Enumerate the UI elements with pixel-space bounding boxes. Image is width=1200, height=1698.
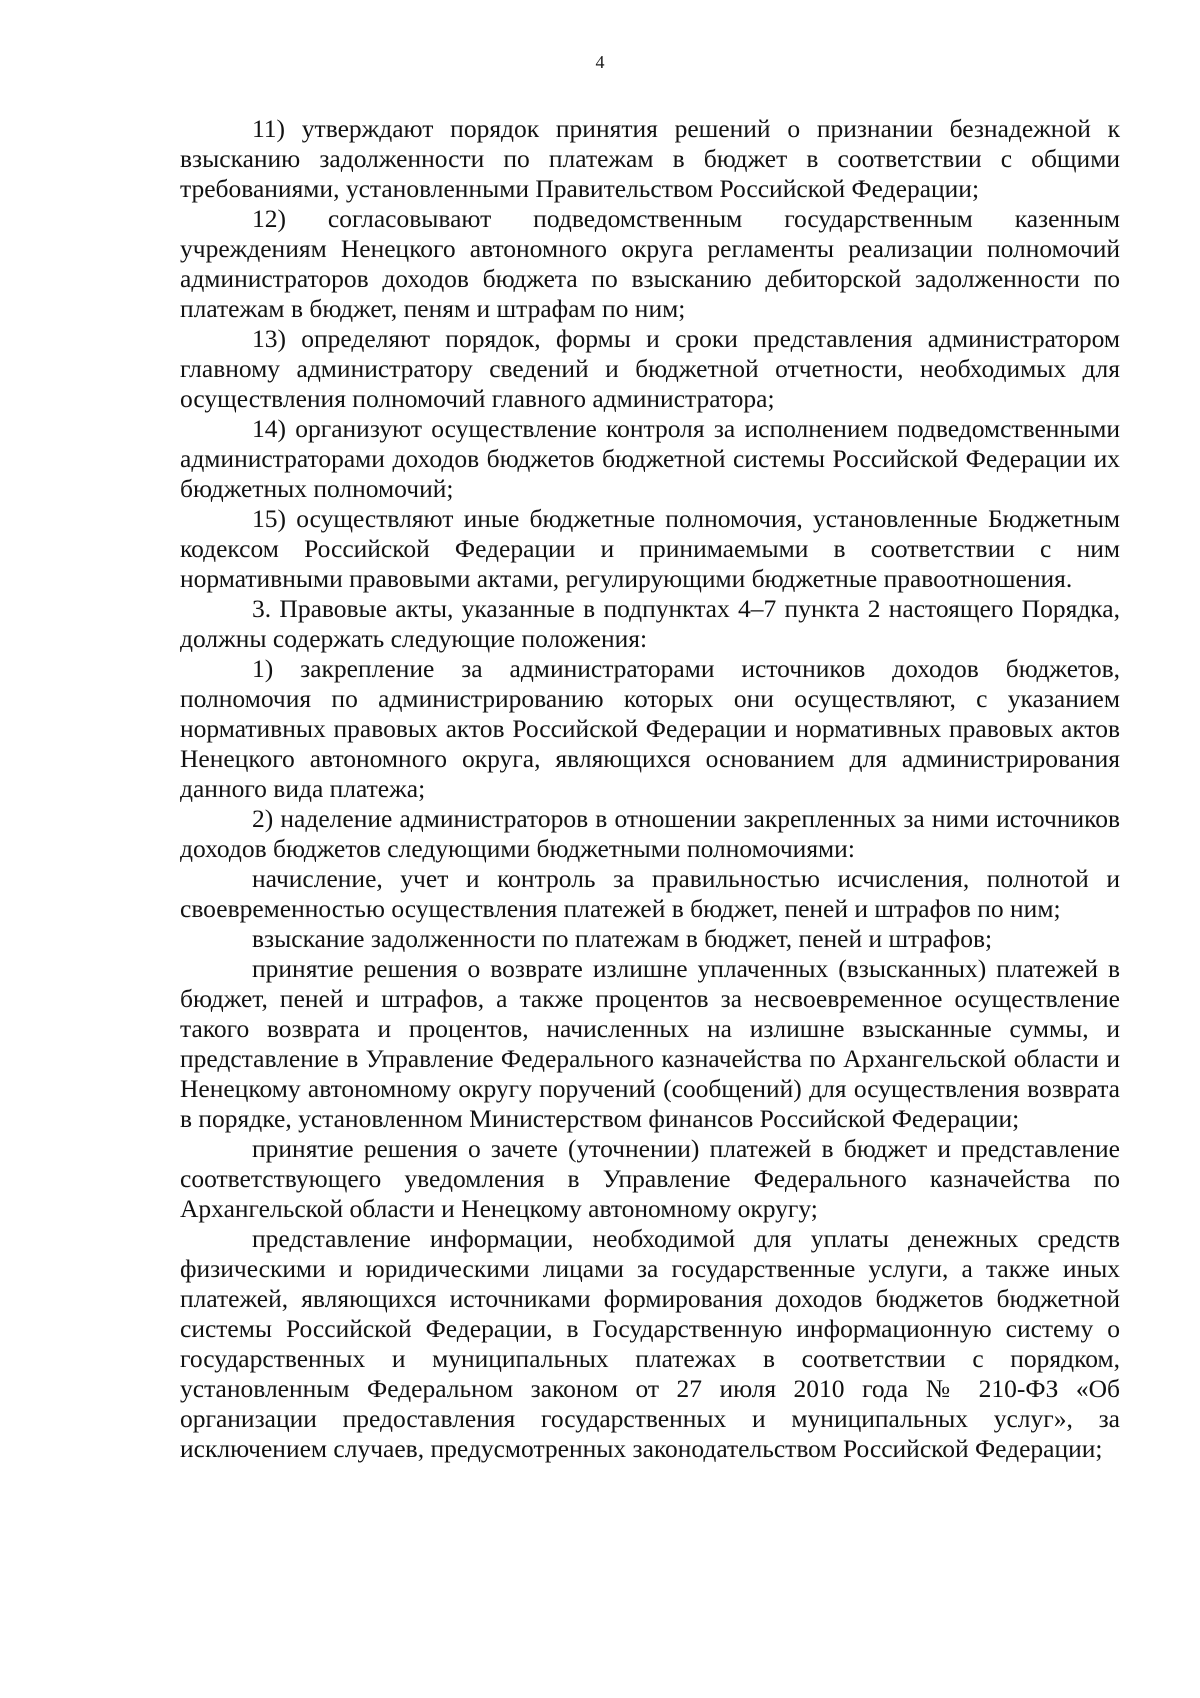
paragraph-item-14: 14) организуют осуществление контроля за исполнением подведомственными администраторами доходов бюджетов бюджетной системы Российской Федерации их бюджетных полномочий; — [180, 414, 1120, 503]
paragraph-item-12: 12) согласовывают подведомственным государственным казенным учреждениям Ненецкого автономного округа регламенты реализации полномочий администраторов доходов бюджета по взысканию дебиторской задолженности по платежам в бюджет, пеням и штрафам по ним; — [180, 204, 1120, 323]
paragraph-item-11: 11) утверждают порядок принятия решений о признании безнадежной к взысканию задолженности по платежам в бюджет в соответствии с общими требованиями, установленными Правительством Российской Федерации; — [180, 114, 1120, 203]
paragraph-subitem-1: 1) закрепление за администраторами источников доходов бюджетов, полномочия по администрированию которых они осуществляют, с указанием нормативных правовых актов Российской Федерации и нормативных правовых актов Ненецкого автономного округа, являющихся основанием для администрирования данного вида платежа; — [180, 654, 1120, 803]
paragraph-subitem-2: 2) наделение администраторов в отношении закрепленных за ними источников доходов бюджетов следующими бюджетными полномочиями: — [180, 804, 1120, 863]
paragraph-item-13: 13) определяют порядок, формы и сроки представления администратором главному администратору сведений и бюджетной отчетности, необходимых для осуществления полномочий главного администратора; — [180, 324, 1120, 413]
paragraph-item-15: 15) осуществляют иные бюджетные полномочия, установленные Бюджетным кодексом Российской Федерации и принимаемыми в соответствии с ним нормативными правовыми актами, регулирующими бюджетные правоотношения. — [180, 504, 1120, 593]
paragraph-offset-decision: принятие решения о зачете (уточнении) платежей в бюджет и представление соответствующего уведомления в Управление Федерального казначейства по Архангельской области и Ненецкому автономному округу; — [180, 1134, 1120, 1223]
paragraph-section-3: 3. Правовые акты, указанные в подпунктах 4–7 пункта 2 настоящего Порядка, должны содержать следующие положения: — [180, 594, 1120, 653]
page-number: 4 — [595, 52, 605, 72]
document-body — [180, 114, 1120, 1464]
paragraph-information-provision: представление информации, необходимой для уплаты денежных средств физическими и юридическими лицами за государственные услуги, а также иных платежей, являющихся источниками формирования доходов бюджетов бюджетной системы Российской Федерации, в Государственную информационную систему о государственных и муниципальных платежах в соответствии с порядком, установленным Федеральном законом от 27 июля 2010 года № 210-ФЗ «Об организации предоставления государственных и муниципальных услуг», за исключением случаев, предусмотренных законодательством Российской Федерации; — [180, 1224, 1120, 1463]
paragraph-accrual: начисление, учет и контроль за правильностью исчисления, полнотой и своевременностью осуществления платежей в бюджет, пеней и штрафов по ним; — [180, 864, 1120, 923]
paragraph-recovery: взыскание задолженности по платежам в бюджет, пеней и штрафов; — [252, 924, 993, 953]
paragraph-refund-decision: принятие решения о возврате излишне уплаченных (взысканных) платежей в бюджет, пеней и штрафов, а также процентов за несвоевременное осуществление такого возврата и процентов, начисленных на излишне взысканные суммы, и представление в Управление Федерального казначейства по Архангельской области и Ненецкому автономному округу поручений (сообщений) для осуществления возврата в порядке, установленном Министерством финансов Российской Федерации; — [180, 954, 1120, 1133]
